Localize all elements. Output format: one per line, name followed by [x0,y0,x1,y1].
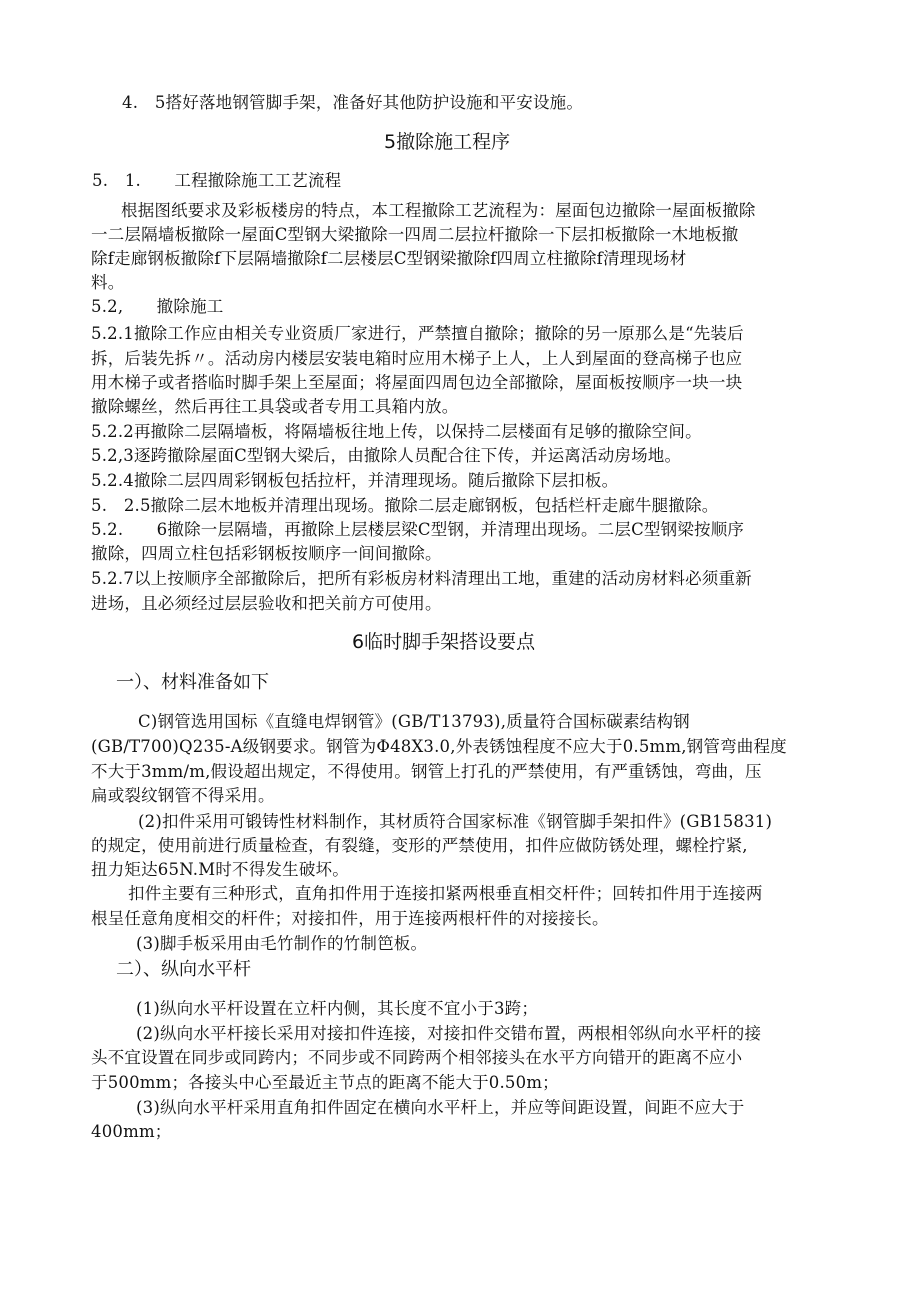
section-6-title: 6临时脚手架搭设要点 [352,631,536,653]
horizontal-bar-2-line: 头不宜设置在同步或同跨内；不同步或不同跨两个相邻接头在水平方向错开的距离不应小 [91,1048,743,1067]
section-6-sub-1: 一）、材料准备如下 [116,672,269,693]
section-5-2-7-line: 进场，且必须经过层层验收和把关前方可使用。 [91,594,442,613]
section-5-2-4: 5.2.4撤除二层四周彩钢板包括拉杆，并清理现场。随后撤除下层扣板。 [91,471,619,490]
para-1-line: (GB/T700)Q235-A级钢要求。钢管为Φ48X3.0,外表锈蚀程度不应大于0.5mm,钢管弯曲程度 [91,737,787,756]
para-4: (3)脚手板采用由毛竹制作的竹制笆板。 [136,934,428,953]
para-1-line: C)钢管选用国标《直缝电焊钢管》(GB/T13793),质量符合国标碳素结构钢 [138,712,690,731]
section-5-2-5: 5. 2.5撤除二层木地板并清理出现场。撤除二层走廊钢板，包括栏杆走廊牛腿撤除。 [91,496,719,515]
para-1-line: 不大于3mm/m,假设超出规定，不得使用。钢管上打孔的严禁使用，有严重锈蚀，弯曲，压 [91,762,762,781]
section-5-2-7-line: 5.2.7以上按顺序全部撤除后，把所有彩板房材料清理出工地，重建的活动房材料必须重新 [91,569,752,588]
section-6-sub-2: 二）、纵向水平杆 [116,959,251,980]
para-2-line: 扭力矩达65N.M时不得发生破坏。 [91,860,349,879]
section-5-2-title: 5.2, 撤除施工 [91,297,224,316]
section-5-2-3: 5.2,3逐跨撤除屋面C型钢大梁后，由撤除人员配合往下传，并运离活动房场地。 [91,446,682,465]
horizontal-bar-3-line: (3)纵向水平杆采用直角扣件固定在横向水平杆上，并应等间距设置，间距不应大于 [136,1098,745,1117]
section-5-title: 5撤除施工程序 [384,131,511,153]
para-3-line: 根呈任意角度相交的杆件；对接扣件，用于连接两根杆件的对接接长。 [91,909,609,928]
section-5-1-line: 料。 [91,273,125,292]
section-5-1-title: 5. 1. 工程撤除施工工艺流程 [92,171,342,190]
section-5-2-1-line: 用木梯子或者搭临时脚手架上至屋面；将屋面四周包边全部撤除，屋面板按顺序一块一块 [91,373,743,392]
para-3-line: 扣件主要有三种形式，直角扣件用于连接扣紧两根垂直相交杆件；回转扣件用于连接两 [128,884,763,903]
para-2-line: (2)扣件采用可锻铸性材料制作，其材质符合国家标准《钢管脚手架扣件》(GB15831) [138,812,773,831]
horizontal-bar-2-line: (2)纵向水平杆接长采用对接扣件连接，对接扣件交错布置，两根相邻纵向水平杆的接 [136,1024,762,1043]
section-5-1-line: 除f走廊钢板撤除f下层隔墙撤除f二层楼层C型钢梁撤除f四周立柱撤除f清理现场材 [91,249,687,268]
section-5-2-6-line: 5.2. 6撤除一层隔墙，再撤除上层楼层梁C型钢，并清理出现场。二层C型钢梁按顺序 [91,520,745,539]
para-2-line: 的规定，使用前进行质量检查，有裂缝，变形的严禁使用，扣件应做防锈处理，螺栓拧紧, [91,836,748,855]
section-5-2-2: 5.2.2再撤除二层隔墙板，将隔墙板往地上传，以保持二层楼面有足够的撤除空间。 [91,422,702,441]
section-5-1-line: 根据图纸要求及彩板楼房的特点，本工程撤除工艺流程为：屋面包边撤除一屋面板撤除 [121,201,756,220]
horizontal-bar-3-line: 400mm； [91,1122,172,1141]
item-4-5: 4. 5搭好落地钢管脚手架，准备好其他防护设施和平安设施。 [122,93,584,112]
section-5-2-1-line: 拆，后装先拆〃。活动房内楼层安装电箱时应用木梯子上人，上人到屋面的登高梯子也应 [91,349,743,368]
section-5-2-6-line: 撤除，四周立柱包括彩钢板按顺序一间间撤除。 [91,544,442,563]
horizontal-bar-2-line: 于500mm；各接头中心至最近主节点的距离不能大于0.50m； [91,1073,559,1092]
section-5-2-1-line: 撤除螺丝，然后再往工具袋或者专用工具箱内放。 [91,397,459,416]
section-5-2-1-line: 5.2.1撤除工作应由相关专业资质厂家进行，严禁擅自撤除；撤除的另一原那么是“先装后 [91,324,744,343]
section-5-1-line: 一二层隔墙板撤除一屋面C型钢大梁撤除一四周二层拉杆撤除一下层扣板撤除一木地板撤 [91,225,739,244]
horizontal-bar-1: (1)纵向水平杆设置在立杆内侧，其长度不宜小于3跨； [136,999,539,1018]
para-1-line: 扁或裂纹钢管不得采用。 [91,786,275,805]
